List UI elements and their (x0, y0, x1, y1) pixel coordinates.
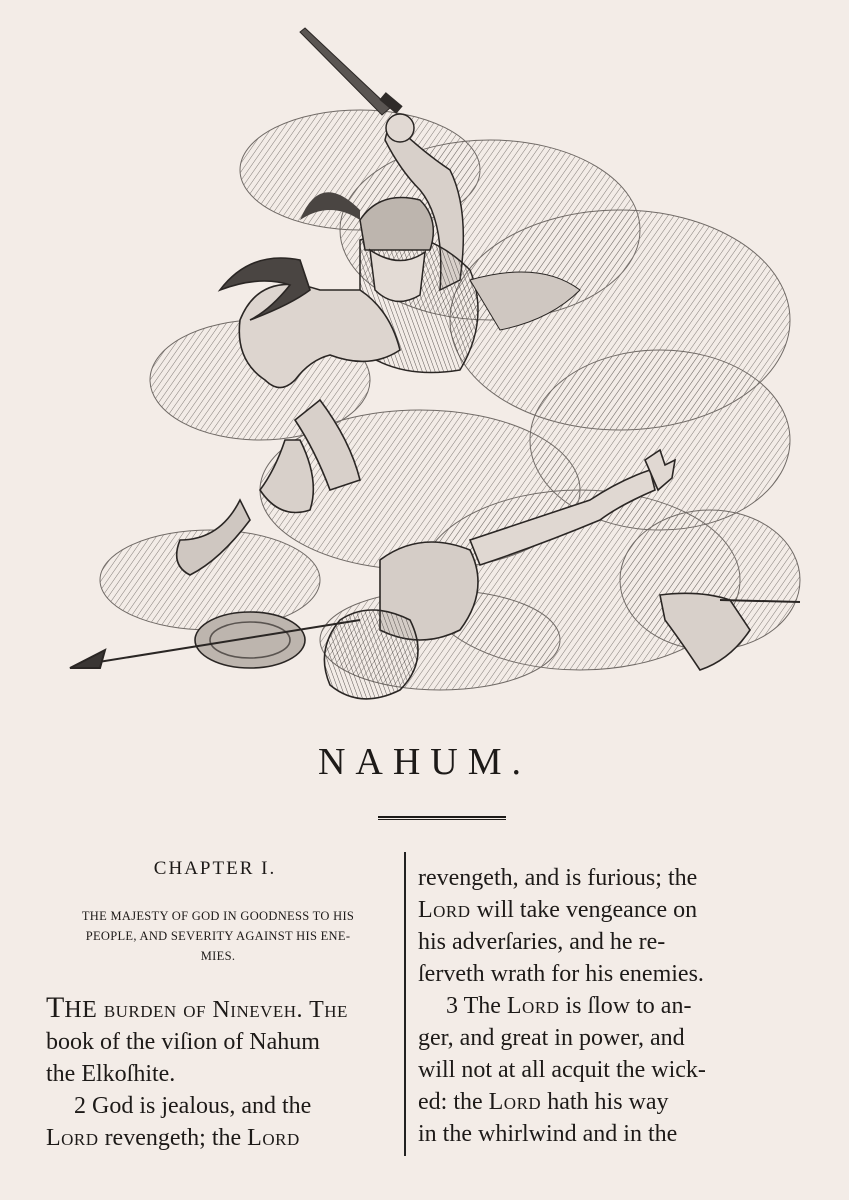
text-line: the Elkoſhite. (46, 1061, 176, 1087)
engraving-illustration (60, 20, 820, 730)
text-line: revengeth, and is furious; the (418, 865, 698, 891)
summary-line: THE MAJESTY OF GOD IN GOODNESS TO HIS (81, 909, 355, 923)
text-line: THE burden of Nineveh. The (46, 991, 348, 1024)
sword-icon (300, 28, 403, 115)
text-line: 3 The Lord is ſlow to an- (446, 993, 692, 1019)
text-line: Lord revengeth; the Lord (46, 1125, 300, 1151)
text-line: ſerveth wrath for his enemies. (418, 961, 704, 987)
chapter-heading: CHAPTER I. (153, 858, 277, 879)
summary-line: PEOPLE, AND SEVERITY AGAINST HIS ENE- (85, 929, 351, 943)
text-line: Lord will take vengeance on (418, 897, 698, 923)
text-line: will not at all acquit the wick- (418, 1057, 706, 1083)
column-divider (404, 852, 406, 1156)
text-line: ger, and great in power, and (418, 1025, 685, 1051)
text-line: book of the viſion of Nahum (46, 1029, 320, 1055)
text-line: in the whirlwind and in the (418, 1121, 678, 1147)
drop-cap: T (46, 991, 65, 1024)
text-line: his adverſaries, and he re- (418, 929, 666, 955)
text-line: ed: the Lord hath his way (418, 1089, 669, 1115)
left-column-text (46, 992, 398, 1154)
book-title: NAHUM. (317, 741, 532, 783)
chapter-summary (40, 906, 396, 966)
title-rule (378, 816, 506, 820)
summary-line: MIES. (200, 949, 236, 963)
text-line: 2 God is jealous, and the (74, 1093, 312, 1119)
right-column-text (418, 862, 768, 1150)
